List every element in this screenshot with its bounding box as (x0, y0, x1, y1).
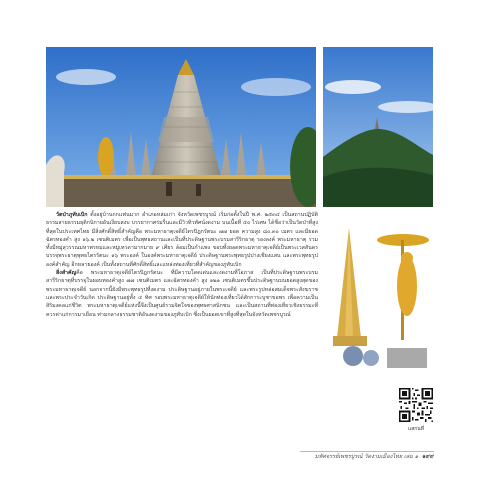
article-text (46, 211, 318, 441)
qr-code-icon (399, 388, 433, 422)
main-stupa-photo (46, 47, 316, 207)
mountain-view-photo (323, 47, 433, 207)
paragraph-body: คือ พระมหาธาตุเจดีย์ไตรปิฎกรัตนะ ที่มีความโดดเด่นและงดงามที่โอภาส เป็นที่ประดิษฐานพระบรมสารีริกธาตุที่บรรจุในผอบทองคำสูง ๗๗ เซนติเมตร และฉัตรทองคำ สูง ๑๒๑ เซนติเมตรขึ้นประดิษฐานบนยอดสูงสุดของพระมหาธาตุเจดีย์ นอกจากนี้ยังมีพระพุทธรูปที่งดงาม ประดิษฐานอยู่ภายในพระเจดีย์ และพระรูปหล่อสมเด็จพระสังฆราช และพระประจำวันเกิด ประดิษฐานอยู่ทั้ง ๔ ทิศ รอบพระมหาธาตุเจดีย์ให้นักท่องเที่ยวได้สักการะบูชาขอพร เพื่อความเป็นสิริมงคลแก่ชีวิต พระมหาธาตุเจดีย์แห่งนี้จึงเป็นศูนย์รวมจิตใจของพุทธศาสนิกชน และเป็นสถานที่ท่องเที่ยวเชิงธรรมะที่ควรค่าแก่การมาเยือน ท่ามกลางธรรมชาติอันงดงามของภูทับเบิก ซึ่งเป็นยอดเขาที่สูงที่สุดในจังหวัดเพชรบูรณ์ (46, 270, 318, 318)
book-title: มหัศจรรย์เพชรบูรณ์ วัดงามเมืองไทย เล่ม ๑ (314, 454, 419, 460)
paragraph-body: ตั้งอยู่บ้านกกแฟนมาก อำเภอหล่มเก่า จังหวัดเพชรบูรณ์ เริ่มก่อตั้งในปี พ.ศ. ๒๕๓๔ เป็นสถานปฏิบัติธรรมสายธรรมยุติกนิกายอันเงียบสงบ บรรยากาศร่มรื่นและมีวิวทิวทัศน์งดงาม บนเนื้อที่ ๕๐ ไร่เศษ ได้ชื่อว่าเป็นวัดป่าที่สูงที่สุดในประเทศไทย มีสิ่งศักดิ์สิทธิ์สำคัญคือ พระมหาธาตุเจดีย์ไตรปิฎกรัตนะ ๗๗ ยอด ความสูง ๘๐.๓๐ เมตร และมียอดฉัตรทองคำ สูง ๑๖.๒ เซนติเมตร เพื่อเป็นพุทธสถานและเป็นที่ประดิษฐานพระบรมสารีริกธาตุ รองลงค์ พระมหาธาตุ รวมทั้งมีหมู่สุวรรณมหาพรหมและหมู่เทวดามากมาย ๙ เศียร ล้อมเป็นกำแพง ขอบทั้งยอดพระมหาธาตุเจดีย์เป็นพระเวสสันดร บรรจุพระธาตุพุทธไตรรัตนะ ๑๖ พระองค์ ในองค์พระมหาธาตุเจดีย์ ประดิษฐานพระพุทธรูปปางเชียงแสน และพระพุทธรูปองค์สำคัญ อีกหลายองค์ เป็นทั้งสถานที่ศักดิ์สิทธิ์และแหล่งท่องเที่ยวที่สำคัญของภูทับเบิก (46, 212, 318, 268)
golden-stupa-photo (323, 218, 433, 368)
footer-divider (300, 451, 434, 452)
paragraph-history (46, 211, 318, 269)
paragraph-highlight (46, 269, 318, 319)
qr-code[interactable] (399, 388, 433, 422)
page-footer (298, 453, 434, 461)
qr-scan-label: แสกนที่ (407, 426, 424, 432)
paragraph-lead: วัดป่าภูทับเบิก (56, 212, 88, 218)
page-number: ๑๙๙ (422, 454, 434, 460)
paragraph-lead: สิ่งสำคัญ (56, 270, 77, 277)
